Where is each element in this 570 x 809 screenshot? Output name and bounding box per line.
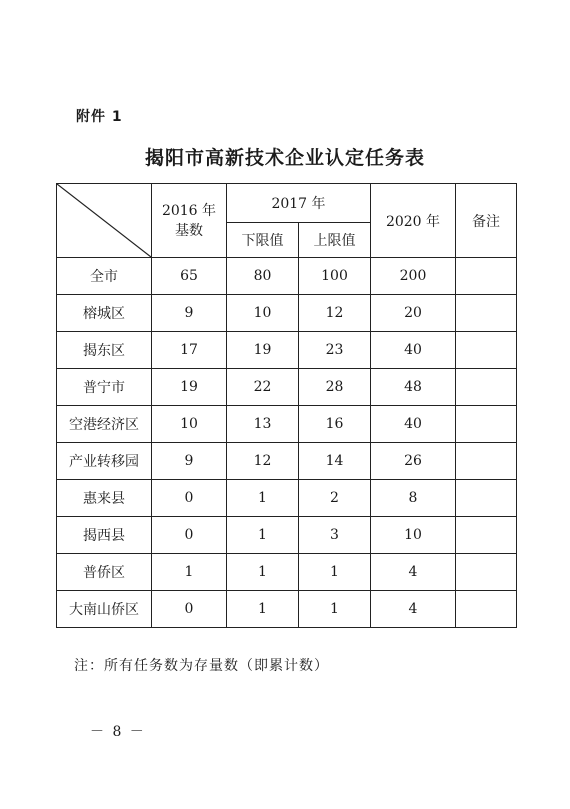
lower-2017-cell: 1 — [227, 591, 299, 628]
upper-2017-cell: 1 — [299, 554, 371, 591]
table-row — [57, 517, 517, 554]
target-2020-cell: 10 — [371, 517, 456, 554]
lower-2017-cell: 12 — [227, 443, 299, 480]
upper-2017-cell: 1 — [299, 591, 371, 628]
region-cell: 普宁市 — [57, 369, 152, 406]
remark-cell — [456, 406, 517, 443]
target-2020-cell: 4 — [371, 591, 456, 628]
base-2016-cell: 0 — [152, 517, 227, 554]
base-2016-cell: 17 — [152, 332, 227, 369]
header-remark: 备注 — [456, 184, 517, 258]
region-cell: 普侨区 — [57, 554, 152, 591]
remark-cell — [456, 591, 517, 628]
remark-cell — [456, 258, 517, 295]
base-2016-cell: 0 — [152, 480, 227, 517]
header-2017-lower: 下限值 — [227, 223, 299, 258]
table-row — [57, 443, 517, 480]
upper-2017-cell: 3 — [299, 517, 371, 554]
target-2020-cell: 40 — [371, 406, 456, 443]
task-table — [56, 183, 517, 628]
region-cell: 全市 — [57, 258, 152, 295]
lower-2017-cell: 13 — [227, 406, 299, 443]
table-row — [57, 295, 517, 332]
table-note: 注：所有任务数为存量数（即累计数） — [74, 658, 329, 674]
upper-2017-cell: 16 — [299, 406, 371, 443]
base-2016-cell: 19 — [152, 369, 227, 406]
target-2020-cell: 40 — [371, 332, 456, 369]
base-2016-cell: 0 — [152, 591, 227, 628]
target-2020-cell: 20 — [371, 295, 456, 332]
lower-2017-cell: 10 — [227, 295, 299, 332]
remark-cell — [456, 369, 517, 406]
page-number: － 8 － — [90, 724, 146, 740]
target-2020-cell: 200 — [371, 258, 456, 295]
target-2020-cell: 26 — [371, 443, 456, 480]
upper-2017-cell: 100 — [299, 258, 371, 295]
lower-2017-cell: 19 — [227, 332, 299, 369]
header-2017: 2017 年 — [227, 184, 371, 223]
lower-2017-cell: 1 — [227, 554, 299, 591]
upper-2017-cell: 14 — [299, 443, 371, 480]
table-row — [57, 369, 517, 406]
lower-2017-cell: 80 — [227, 258, 299, 295]
remark-cell — [456, 480, 517, 517]
header-2017-upper: 上限值 — [299, 223, 371, 258]
table-row — [57, 480, 517, 517]
lower-2017-cell: 22 — [227, 369, 299, 406]
target-2020-cell: 48 — [371, 369, 456, 406]
remark-cell — [456, 443, 517, 480]
region-cell: 揭东区 — [57, 332, 152, 369]
attachment-label: 附件 1 — [76, 109, 123, 125]
header-diagonal-cell — [57, 184, 152, 258]
base-2016-cell: 9 — [152, 295, 227, 332]
table-row — [57, 554, 517, 591]
table-row — [57, 332, 517, 369]
header-2020: 2020 年 — [371, 184, 456, 258]
base-2016-cell: 1 — [152, 554, 227, 591]
region-cell: 惠来县 — [57, 480, 152, 517]
remark-cell — [456, 295, 517, 332]
lower-2017-cell: 1 — [227, 480, 299, 517]
upper-2017-cell: 2 — [299, 480, 371, 517]
region-cell: 产业转移园 — [57, 443, 152, 480]
upper-2017-cell: 28 — [299, 369, 371, 406]
header-2016-base: 2016 年 基数 — [152, 184, 227, 258]
target-2020-cell: 4 — [371, 554, 456, 591]
target-2020-cell: 8 — [371, 480, 456, 517]
table-row — [57, 406, 517, 443]
region-cell: 揭西县 — [57, 517, 152, 554]
base-2016-cell: 10 — [152, 406, 227, 443]
remark-cell — [456, 332, 517, 369]
upper-2017-cell: 12 — [299, 295, 371, 332]
base-2016-cell: 9 — [152, 443, 227, 480]
region-cell: 大南山侨区 — [57, 591, 152, 628]
region-cell: 空港经济区 — [57, 406, 152, 443]
remark-cell — [456, 517, 517, 554]
base-2016-cell: 65 — [152, 258, 227, 295]
lower-2017-cell: 1 — [227, 517, 299, 554]
diagonal-line — [57, 184, 151, 257]
document-title: 揭阳市高新技术企业认定任务表 — [144, 147, 425, 169]
table-row — [57, 591, 517, 628]
upper-2017-cell: 23 — [299, 332, 371, 369]
table-row — [57, 258, 517, 295]
remark-cell — [456, 554, 517, 591]
region-cell: 榕城区 — [57, 295, 152, 332]
